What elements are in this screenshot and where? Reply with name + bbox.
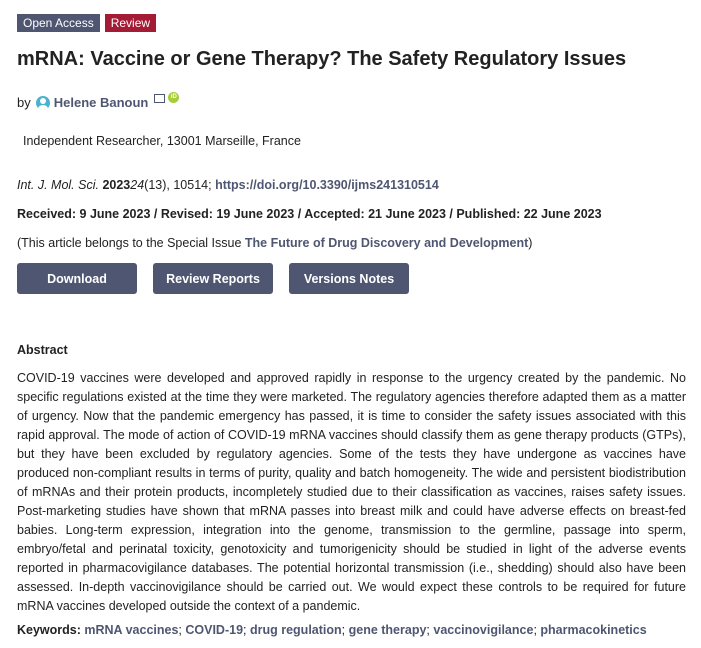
doi-link[interactable]: https://doi.org/10.3390/ijms241310514 [215, 178, 439, 192]
keyword-link[interactable]: COVID-19 [185, 623, 244, 637]
byline-prefix: by [17, 95, 31, 110]
review-badge: Review [105, 14, 156, 32]
keywords-label: Keywords: [17, 623, 85, 637]
abstract-text: COVID-19 vaccines were developed and approved rapidly in response to the urgency created by the pandemic. No specific regulations existed at the time they were marketed. The regulatory agencies therefore adapted them as a matter of urgency. Now that the pandemic emergency has passed, it is time to consider the safety issues associated with this rapid approval. The mode of action of COVID-19 mRNA vaccines should classify them as gene therapy products (GTPs), but they have been excluded by regulatory agencies. Some of the tests they have undergone as vaccines have produced non-compliant results in terms of purity, quality and batch homogeneity. The wide and persistent biodistribution of mRNAs and their protein products, incompletely studied due to their classification as vaccines, raises safety issues. Post-marketing studies have shown that mRNA passes into breast milk and could have adverse effects on breast-fed babies. Long-term expression, integration into the genome, transmission to the germline, passage into sperm, embryo/fetal and perinatal toxicity, genotoxicity and tumorigenicity should be studied in light of the adverse events reported in pharmacovigilance databases. The potential horizontal transmission (i.e., shedding) should also have been assessed. In-depth vaccinovigilance should be carried out. We would expect these controls to be required for future mRNA vaccines developed outside the context of a pandemic. [17, 371, 686, 613]
article-header [17, 14, 689, 637]
open-access-badge: Open Access [17, 14, 100, 32]
special-issue [17, 236, 532, 250]
versions-notes-button[interactable]: Versions Notes [289, 263, 409, 294]
review-reports-button[interactable]: Review Reports [153, 263, 273, 294]
journal-name: Int. J. Mol. Sci. [17, 178, 99, 192]
download-button[interactable]: Download [17, 263, 137, 294]
user-icon[interactable] [36, 96, 50, 110]
citation-volume: 24 [130, 178, 145, 192]
keyword-separator: ; [341, 623, 349, 637]
keyword-separator: ; [178, 623, 186, 637]
keywords [17, 623, 647, 637]
mail-icon[interactable] [154, 94, 165, 103]
keyword-separator: ; [426, 623, 434, 637]
keyword-link[interactable]: mRNA vaccines [84, 623, 179, 637]
affiliation: Independent Researcher, 13001 Marseille, France [23, 134, 301, 148]
byline [17, 95, 179, 110]
keyword-link[interactable]: vaccinovigilance [433, 623, 534, 637]
author-link[interactable]: Helene Banoun [53, 95, 149, 110]
article-title: mRNA: Vaccine or Gene Therapy? The Safety Regulatory Issues [17, 48, 627, 70]
citation-year: 2023 [102, 178, 131, 192]
orcid-icon[interactable]: iD [168, 92, 179, 103]
publication-dates: Received: 9 June 2023 / Revised: 19 June 2023 / Accepted: 21 June 2023 / Published: 22 June 2023 [17, 207, 602, 221]
citation [17, 178, 439, 192]
action-buttons [17, 263, 409, 294]
special-issue-prefix: (This article belongs to the Special Issue [17, 236, 245, 250]
keyword-separator: ; [243, 623, 250, 637]
keyword-separator: ; [533, 623, 541, 637]
keyword-link[interactable]: gene therapy [348, 623, 427, 637]
abstract-heading: Abstract [17, 343, 68, 357]
special-issue-suffix: ) [528, 236, 533, 250]
badge-row [17, 14, 689, 32]
keyword-link[interactable]: drug regulation [249, 623, 342, 637]
citation-issue: (13), 10514; [144, 178, 216, 192]
keyword-link[interactable]: pharmacokinetics [540, 623, 647, 637]
special-issue-link[interactable]: The Future of Drug Discovery and Development [244, 236, 529, 250]
